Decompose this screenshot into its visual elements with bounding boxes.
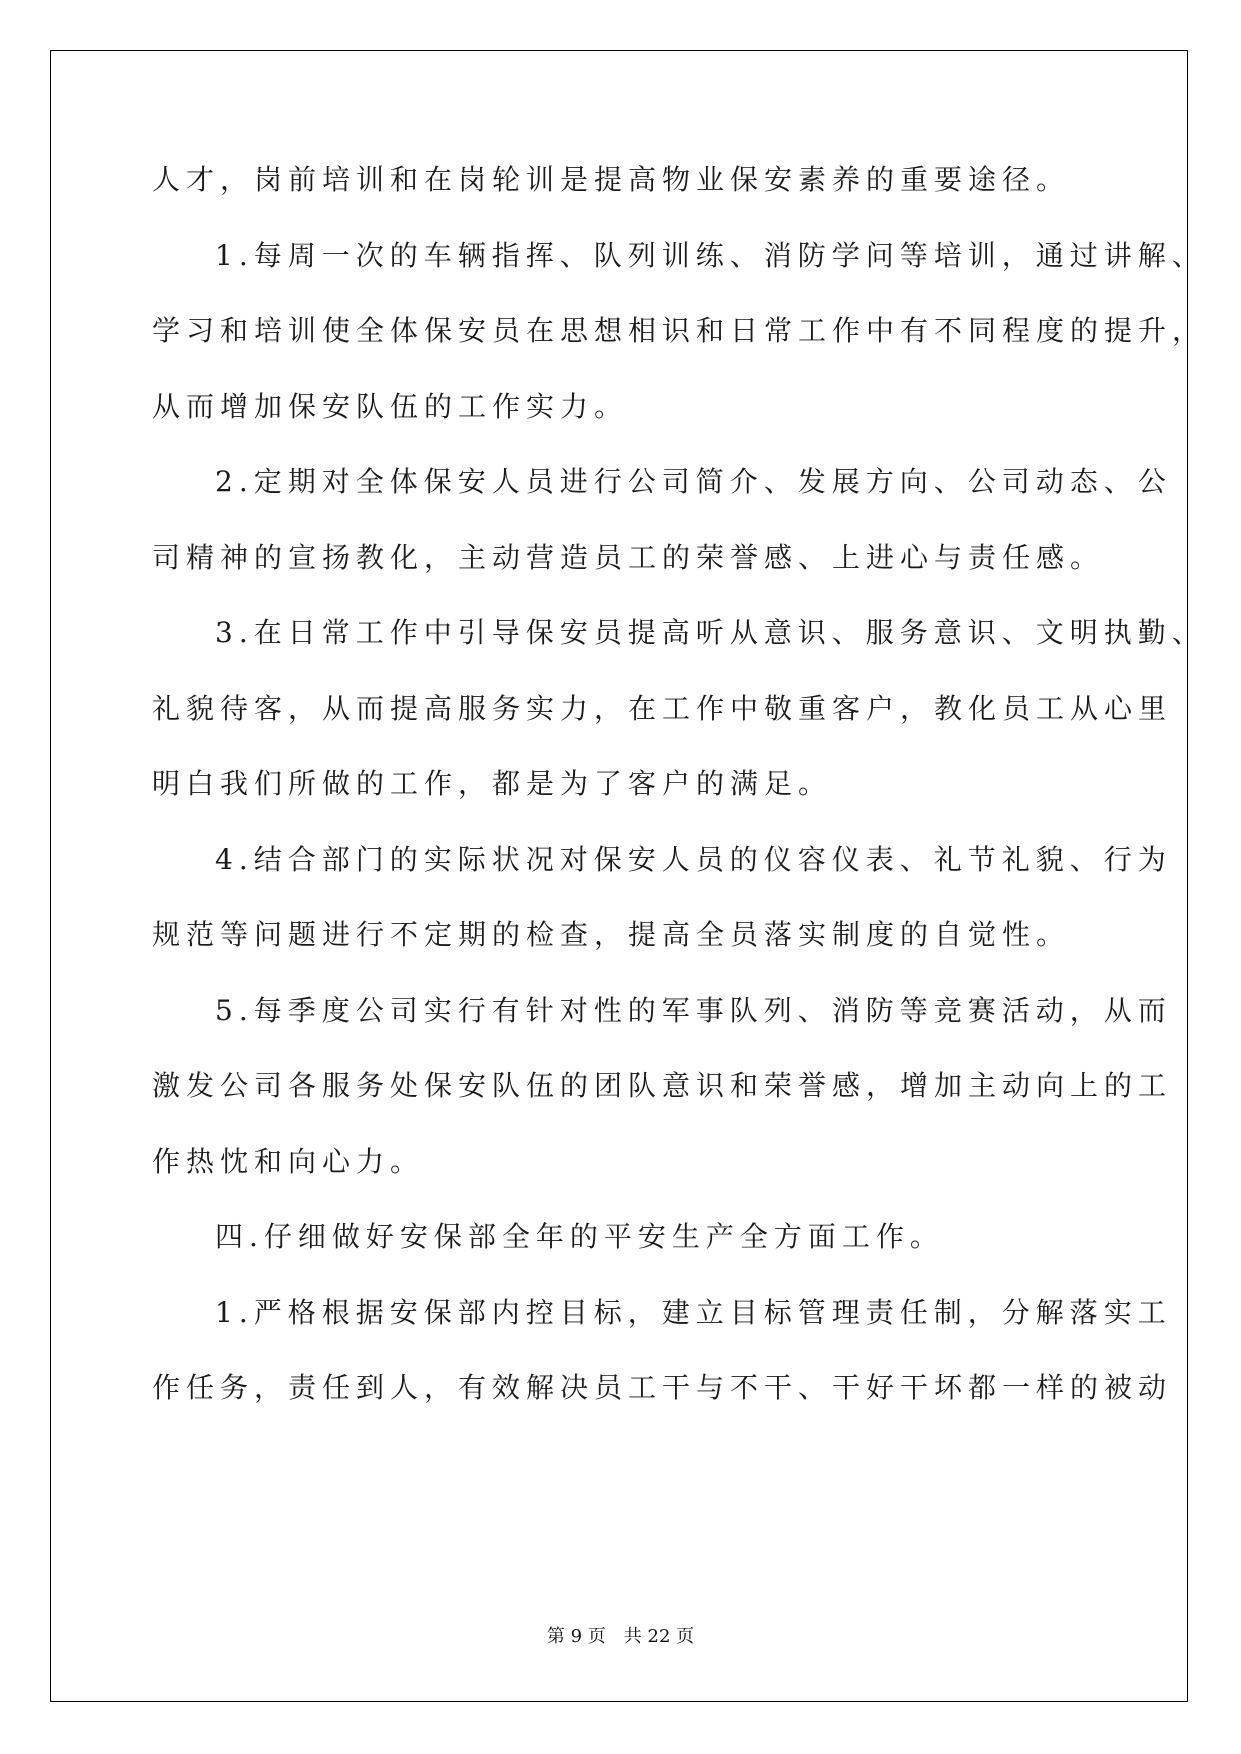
text-line: 礼貌待客，从而提高服务实力，在工作中敬重客户，教化员工从心里 [152,691,1173,725]
text-line: 从而增加保安队伍的工作实力。 [152,389,629,423]
text-line: 1.每周一次的车辆指挥、队列训练、消防学问等培训，通过讲解、 [215,238,1206,272]
text-line: 作任务，责任到人，有效解决员工干与不干、干好干坏都一样的被动 [152,1371,1173,1404]
text-line: 1.严格根据安保部内控目标，建立目标管理责任制，分解落实工 [215,1295,1172,1329]
text-line: 2.定期对全体保安人员进行公司简介、发展方向、公司动态、公 [215,465,1172,498]
text-line: 作热忱和向心力。 [152,1144,425,1178]
section-heading: 四.仔细做好安保部全年的平安生产全方面工作。 [215,1220,944,1253]
text-line: 学习和培训使全体保安员在思想相识和日常工作中有不同程度的提升， [152,314,1207,347]
page-footer: 第 9 页 共 22 页 [546,1626,695,1647]
text-line: 3.在日常工作中引导保安员提高听从意识、服务意识、文明执勤、 [215,616,1206,649]
text-line: 司精神的宣扬教化，主动营造员工的荣誉感、上进心与责任感。 [152,540,1105,574]
text-line: 明白我们所做的工作，都是为了客户的满足。 [152,767,833,800]
text-line: 5.每季度公司实行有针对性的军事队列、消防等竞赛活动，从而 [215,993,1172,1027]
text-line: 规范等问题进行不定期的检查，提高全员落实制度的自觉性。 [152,918,1071,951]
text-line: 人才，岗前培训和在岗轮训是提高物业保安素养的重要途径。 [152,163,1071,196]
text-line: 激发公司各服务处保安队伍的团队意识和荣誉感，增加主动向上的工 [152,1069,1173,1102]
document-body [152,162,1207,1446]
text-line: 4.结合部门的实际状况对保安人员的仪容仪表、礼节礼貌、行为 [215,842,1172,876]
